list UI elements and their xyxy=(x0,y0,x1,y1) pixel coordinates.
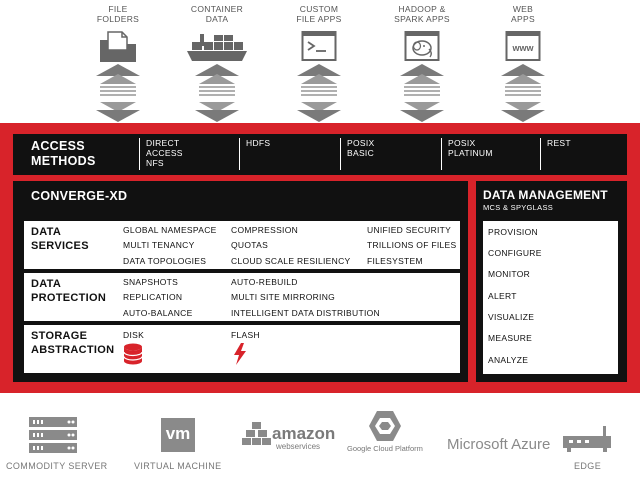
converge-xd-panel xyxy=(13,181,468,382)
amazon-wordmark: amazon xyxy=(272,424,336,443)
workload-hadoop-spark-apps xyxy=(377,4,467,64)
bidirectional-arrow-icon xyxy=(501,64,545,122)
workload-label: FILE FOLDERS xyxy=(96,4,140,24)
data-protection-title: DATA PROTECTION xyxy=(31,278,107,304)
service-cell: TRILLIONS OF FILES xyxy=(367,240,457,250)
dm-item-analyze: ANALYZE xyxy=(488,355,529,365)
service-cell: DATA TOPOLOGIES xyxy=(123,256,207,266)
vmware-logo xyxy=(161,418,195,452)
service-cell: QUOTAS xyxy=(231,240,269,250)
bidirectional-arrow-icon xyxy=(96,64,140,122)
edge-label: EDGE xyxy=(574,461,602,471)
flash-label: FLASH xyxy=(231,330,260,340)
dm-item-alert: ALERT xyxy=(488,291,517,301)
workload-label: WEB APPS xyxy=(511,4,535,24)
workload-label: HADOOP & SPARK APPS xyxy=(394,4,450,24)
svg-text:www: www xyxy=(512,43,534,53)
commodity-server-label: COMMODITY SERVER xyxy=(6,461,108,471)
access-method-posix-basic: POSIX BASIC xyxy=(340,138,374,170)
protection-cell: MULTI SITE MIRRORING xyxy=(231,292,336,302)
workload-custom-file-apps xyxy=(274,4,364,64)
protection-cell: INTELLIGENT DATA DISTRIBUTION xyxy=(231,308,380,318)
terminal-window-icon xyxy=(301,30,337,64)
edge-router-icon xyxy=(561,426,613,452)
access-method-nfs: DIRECT ACCESS NFS xyxy=(139,138,183,170)
bidirectional-arrow-icon xyxy=(297,64,341,122)
access-methods-bar xyxy=(13,134,627,175)
service-cell: COMPRESSION xyxy=(231,225,299,235)
flash-lightning-icon xyxy=(233,343,247,365)
protection-cell: SNAPSHOTS xyxy=(123,277,179,287)
file-folder-icon xyxy=(98,30,138,64)
data-management-subtitle: MCS & SPYGLASS xyxy=(483,203,554,212)
web-window-icon xyxy=(505,30,541,64)
service-cell: GLOBAL NAMESPACE xyxy=(123,225,217,235)
disk-label: DISK xyxy=(123,330,145,340)
access-method-rest: REST xyxy=(540,138,571,170)
container-ship-icon xyxy=(186,30,248,64)
dm-item-configure: CONFIGURE xyxy=(488,248,542,258)
protection-cell: AUTO-REBUILD xyxy=(231,277,298,287)
virtual-machine-label: VIRTUAL MACHINE xyxy=(134,461,222,471)
data-management-title: DATA MANAGEMENT xyxy=(483,188,608,202)
access-methods-title: ACCESS METHODS xyxy=(31,139,96,168)
service-cell: UNIFIED SECURITY xyxy=(367,225,452,235)
data-management-panel xyxy=(476,181,627,382)
server-rack-icon xyxy=(29,417,77,453)
dm-item-monitor: MONITOR xyxy=(488,269,531,279)
dm-item-visualize: VISUALIZE xyxy=(488,312,535,322)
access-method-hdfs: HDFS xyxy=(239,138,270,170)
service-cell: FILESYSTEM xyxy=(367,256,423,266)
workload-label: CUSTOM FILE APPS xyxy=(296,4,342,24)
protection-cell: REPLICATION xyxy=(123,292,183,302)
bidirectional-arrow-icon xyxy=(195,64,239,122)
service-cell: MULTI TENANCY xyxy=(123,240,195,250)
data-services-panel xyxy=(24,221,460,269)
bidirectional-arrow-icon xyxy=(400,64,444,122)
workload-web-apps xyxy=(478,4,568,64)
converge-xd-title: CONVERGE-XD xyxy=(31,189,128,203)
aws-wordmark-sub: webservices xyxy=(276,442,321,451)
data-protection-panel xyxy=(24,273,460,321)
google-cloud-label: Google Cloud Platform xyxy=(347,444,423,453)
data-management-list xyxy=(483,221,618,374)
dm-item-measure: MEASURE xyxy=(488,333,533,343)
service-cell: CLOUD SCALE RESILIENCY xyxy=(231,256,351,266)
aws-cubes-icon xyxy=(242,422,272,446)
disk-database-icon xyxy=(123,343,143,365)
storage-abstraction-panel xyxy=(24,325,460,373)
microsoft-azure-wordmark: Microsoft Azure xyxy=(447,436,551,453)
workload-file-folders xyxy=(73,4,163,64)
workload-container-data xyxy=(172,4,262,64)
dm-item-provision: PROVISION xyxy=(488,227,538,237)
vmware-logo-text: vm xyxy=(165,424,191,443)
google-cloud-hexagon-icon xyxy=(368,410,402,442)
storage-abstraction-title: STORAGE ABSTRACTION xyxy=(31,330,115,356)
hadoop-elephant-icon xyxy=(404,30,440,64)
workload-label: CONTAINER DATA xyxy=(190,4,244,24)
data-services-title: DATA SERVICES xyxy=(31,226,89,252)
access-method-posix-platinum: POSIX PLATINUM xyxy=(441,138,493,170)
protection-cell: AUTO-BALANCE xyxy=(123,308,193,318)
